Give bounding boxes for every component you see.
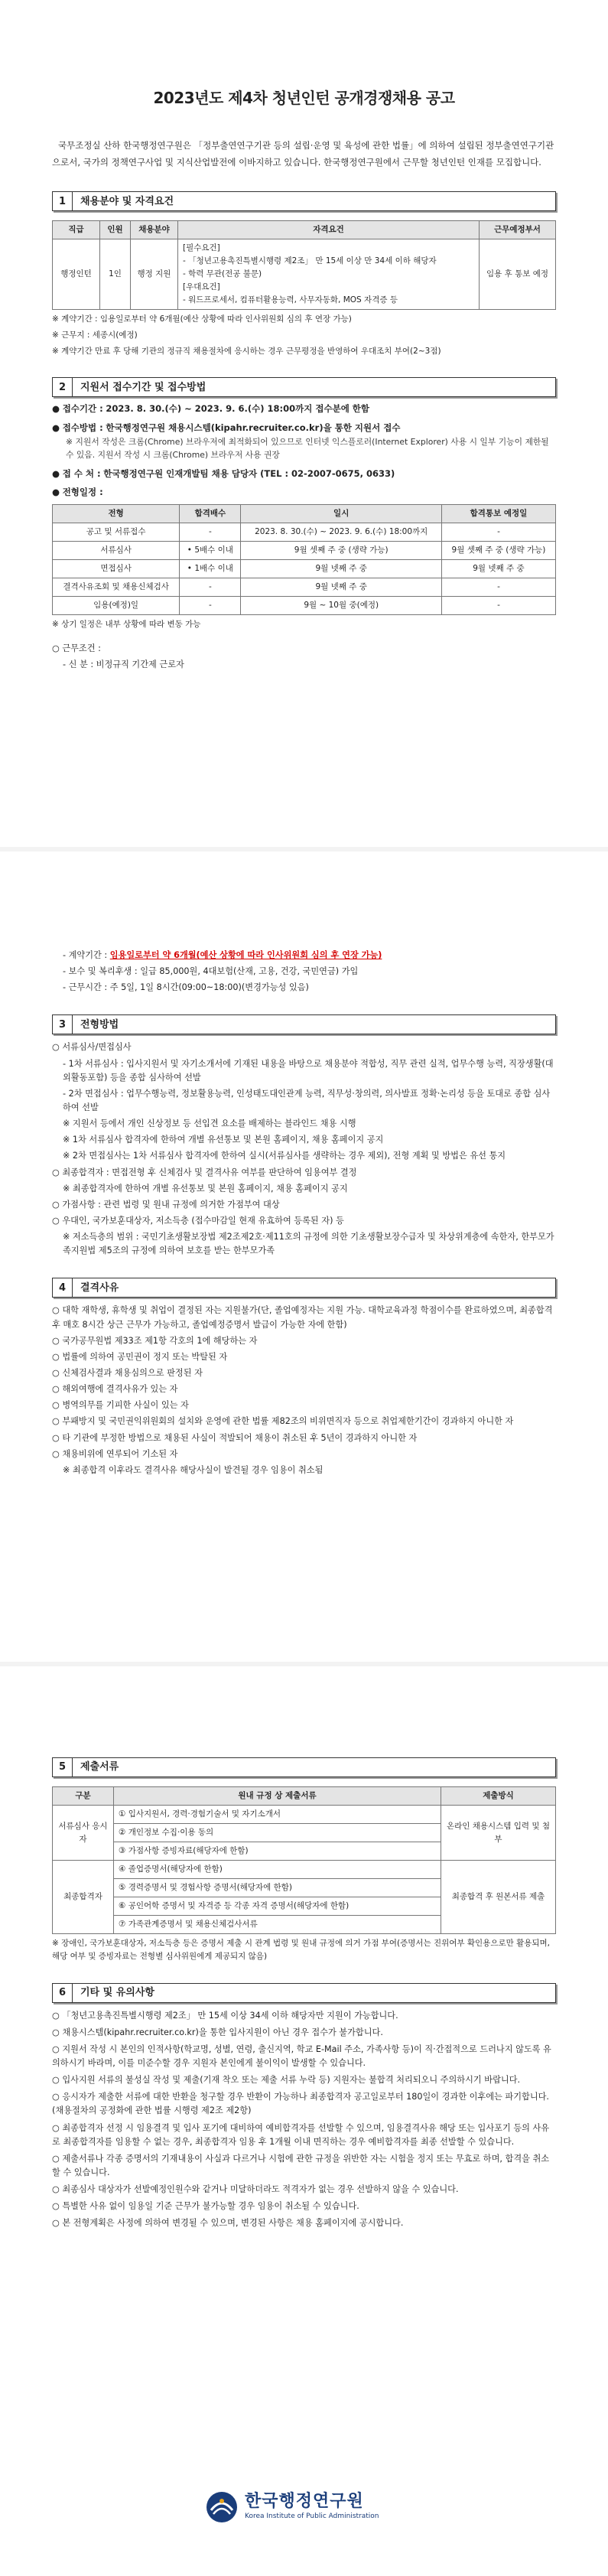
table-cell: - bbox=[441, 523, 555, 541]
list-item: ○ 법률에 의하여 공민권이 정지 또는 박탈된 자 bbox=[52, 1351, 228, 1362]
notice-title: 2023년도 제4차 청년인턴 공개경쟁채용 공고 bbox=[153, 89, 455, 107]
table-cell: ⑤ 경력증명서 및 경험사항 증명서(해당자에 한함) bbox=[114, 1879, 441, 1897]
sheet-2 bbox=[0, 849, 608, 1664]
contract-line bbox=[52, 949, 556, 962]
table-cell: ⑦ 가족관계증명서 및 채용신체검사서류 bbox=[114, 1916, 441, 1934]
table-row bbox=[53, 504, 556, 523]
text: 접수방법 : bbox=[62, 422, 103, 434]
group-label: 최종합격자 bbox=[53, 1861, 114, 1934]
table-cell: 9월 넷째 주 중 bbox=[441, 559, 555, 578]
text: 한국행정연구원 인재개발팀 채용 담당자 (TEL : 02-2007-0675, 0633) bbox=[103, 467, 395, 479]
list-item: ○ 해외여행에 결격사유가 있는 자 bbox=[52, 1384, 178, 1395]
table-cell: 공고 및 서류접수 bbox=[53, 523, 180, 541]
table-cell: 9월 넷째 주 중 bbox=[241, 559, 441, 578]
table-row bbox=[53, 578, 556, 596]
section-4-body bbox=[52, 1304, 556, 1477]
text: 접 수 처 : bbox=[62, 467, 101, 479]
list-item: ○ 본 전형계획은 사정에 의하여 변경될 수 있으며, 변경된 사항은 채용 홈페이지에 공시합니다. bbox=[52, 2218, 404, 2229]
table-row bbox=[53, 541, 556, 559]
table-cell: 최종합격 후 원본서류 제출 bbox=[441, 1861, 556, 1934]
col-header: 제출방식 bbox=[441, 1787, 556, 1806]
list-item: ※ 1차 서류심사 합격자에 한하여 개별 유선통보 및 본원 홈페이지, 채용 홈페이지 공지 bbox=[63, 1135, 384, 1145]
list-item: ※ 2차 면접심사는 1차 서류심사 합격자에 한하여 실시(서류심사를 생략하는 경우 제외), 전형 계획 및 방법은 유선 통지 bbox=[63, 1151, 506, 1161]
req-line: - 워드프로세서, 컴퓨터활용능력, 사무자동화, MOS 자격증 등 bbox=[183, 295, 398, 305]
col-header: 직급 bbox=[53, 221, 100, 239]
req-line: - 「청년고용촉진특별시행령 제2조」 만 15세 이상 만 34세 이하 해당자 bbox=[183, 256, 437, 266]
note: ※ 계약기간 만료 후 당해 기관의 정규직 채용절차에 응시하는 경우 근무평정을 반영하여 우대조치 부여(2~3점) bbox=[52, 346, 441, 356]
contact-line: ● 접 수 처 : 한국행정연구원 인재개발팀 채용 담당자 (TEL : 02-2007-0675, 0633) bbox=[52, 467, 395, 479]
list-item: ※ 지원서 등에서 개인 신상정보 등 선입견 요소를 배제하는 블라인드 채용 시행 bbox=[63, 1119, 356, 1129]
section-6-header bbox=[52, 1983, 556, 2003]
list-item: ○ 최종합격자 선정 시 임용결격 및 입사 포기에 대비하여 예비합격자를 선발할 수 있으며, 임용결격사유 해당 또는 입사포기 등의 사유로 최종합격자를 임용할 수 없는 경우, 최종합격자 임용 후 1개월 이내 면직하는 경우 예비합격자를 최종 선발할 수 있습니다. bbox=[52, 2122, 550, 2147]
table-cell: 9월 넷째 주 중 bbox=[241, 578, 441, 596]
list-item: ※ 최종합격 이후라도 결격사유 해당사실이 발견될 경우 임용이 취소됨 bbox=[63, 1464, 324, 1475]
section-number: 1 bbox=[53, 192, 73, 210]
section-5-header bbox=[52, 1757, 556, 1777]
text: 임용일로부터 약 6개월(예산 상황에 따라 인사위원회 심의 후 연장 가능) bbox=[109, 950, 382, 960]
table-cell: ② 개인정보 수집·이용 동의 bbox=[114, 1824, 441, 1842]
col-header: 전형 bbox=[53, 504, 180, 523]
list-item: ○ 우대인, 국가보훈대상자, 저소득층 (접수마감일 현재 유효하여 등록된 자) 등 bbox=[52, 1215, 344, 1226]
table-cell: 면접심사 bbox=[53, 559, 180, 578]
table-cell: • 1배수 이내 bbox=[180, 559, 241, 578]
table-cell: 결격사유조회 및 채용신체검사 bbox=[53, 578, 180, 596]
kipa-logo bbox=[205, 2490, 379, 2524]
text: 접수기간 : bbox=[62, 403, 103, 415]
list-item: ○ 부패방지 및 국민권익위원회의 설치와 운영에 관한 법률 제82조의 비위면직자 등으로 취업제한기간이 경과하지 아니한 자 bbox=[52, 1416, 514, 1427]
section-3-header bbox=[52, 1014, 556, 1034]
table-cell: - bbox=[180, 578, 241, 596]
cell-count: 1인 bbox=[100, 239, 131, 310]
col-header: 구분 bbox=[53, 1787, 114, 1806]
list-item: ○ 지원서 작성 시 본인의 인적사항(학교명, 성별, 연령, 출신지역, 학교 E-Mail 주소, 가족사항 등)이 직·간접적으로 드러나지 않도록 유의하시기 바라며, 이를 미준수할 경우 지원자 본인에게 불이익이 발생할 수 있습니다. bbox=[52, 2044, 551, 2069]
list-item: ○ 채용시스템(kipahr.recruiter.co.kr)을 통한 입사지원이 아닌 경우 접수가 불가합니다. bbox=[52, 2027, 383, 2037]
documents-note: ※ 장애인, 국가보훈대상자, 저소득층 등은 증명서 제출 시 관계 법령 및 원내 규정에 의거 가점 부여(증명서는 진위여부 확인용으로만 활용되며, 해당 여부 및 증빙자료는 전형별 심사위원에게 제공되지 않음) bbox=[52, 1939, 550, 1961]
schedule-label: ● 전형일정 : bbox=[52, 487, 103, 498]
table-cell: 9월 ~ 10월 중(예정) bbox=[241, 596, 441, 614]
section-number: 5 bbox=[53, 1758, 73, 1776]
table-row bbox=[53, 596, 556, 614]
method-note: ※ 지원서 작성은 크롬(Chrome) 브라우저에 최적화되어 있으므로 인터넷 익스플로러(Internet Explorer) 사용 시 일부 기능이 제한될 수 있음. 지원서 작성 시 크롬(Chrome) 브라우저 사용 권장 bbox=[66, 436, 549, 461]
list-item: ○ 채용비위에 연루되어 기소된 자 bbox=[52, 1448, 178, 1459]
list-item: ○ 서류심사/면접심사 bbox=[52, 1042, 132, 1053]
list-item: ○ 국가공무원법 제33조 제1항 각호의 1에 해당하는 자 bbox=[52, 1335, 258, 1346]
list-item: ○ 최종합격자 : 면접전형 후 신체검사 및 결격사유 여부를 판단하여 임용여부 결정 bbox=[52, 1167, 357, 1177]
section-title: 전형방법 bbox=[80, 1018, 119, 1031]
list-item: ※ 저소득층의 범위 : 국민기초생활보장법 제2조제2호·제11호의 규정에 의한 기초생활보장수급자 및 차상위계층에 속한자, 한부모가족지원법 제5조의 규정에 의하여 보호를 받는 한부모가족 bbox=[63, 1232, 554, 1256]
recruit-table bbox=[52, 220, 556, 310]
cell-requirements bbox=[178, 239, 480, 310]
section-title: 지원서 접수기간 및 접수방법 bbox=[80, 381, 206, 393]
table-cell: - bbox=[180, 596, 241, 614]
section-2-header bbox=[52, 377, 556, 397]
list-item: ○ 대학 재학생, 휴학생 및 취업이 결정된 자는 지원불가(단, 졸업예정자는 지원 가능. 대학교육과정 학점이수를 완료하였으며, 최종합격 후 매호 8시간 상근 근무가 가능하고, 졸업예정증명서 발급이 가능한 자에 한함) bbox=[52, 1305, 553, 1330]
section-number: 3 bbox=[53, 1015, 73, 1034]
method-line: ● 접수방법 : 한국행정연구원 채용시스템(kipahr.recruiter.co.kr)을 통한 지원서 접수 bbox=[52, 422, 401, 434]
section-3-body bbox=[52, 1040, 556, 1258]
list-item: - 2차 면접심사 : 업무수행능력, 정보활용능력, 인성태도대인관계 능력, 직무성·창의력, 의사발표 정확·논리성 등을 토대로 종합 심사하여 선발 bbox=[63, 1088, 551, 1112]
text: 2023. 8. 30.(수) ~ 2023. 9. 6.(수) 18:00까지 접수분에 한함 bbox=[106, 403, 370, 415]
schedule-table bbox=[52, 504, 556, 615]
col-header: 자격요건 bbox=[178, 221, 480, 239]
table-cell: 임용(예정)일 bbox=[53, 596, 180, 614]
logo-korean: 한국행정연구원 bbox=[245, 2491, 364, 2511]
hours-line: - 근무시간 : 주 5일, 1일 8시간(09:00~18:00)(변경가능성 있음) bbox=[63, 982, 309, 993]
list-item: ○ 특별한 사유 없이 임용일 기준 근무가 불가능할 경우 임용이 취소될 수 있습니다. bbox=[52, 2201, 359, 2212]
list-item: ○ 제출서류나 각종 증명서의 기재내용이 사실과 다르거나 시험에 관한 규정을 위반한 자는 시험을 정지 또는 무효로 하며, 합격을 취소할 수 있습니다. bbox=[52, 2153, 550, 2177]
table-cell: ④ 졸업증명서(해당자에 한함) bbox=[114, 1861, 441, 1879]
group-label: 서류심사 응시자 bbox=[53, 1806, 114, 1861]
table-cell: • 5배수 이내 bbox=[180, 541, 241, 559]
table-cell: 2023. 8. 30.(수) ~ 2023. 9. 6.(수) 18:00까지 bbox=[241, 523, 441, 541]
text: 한국행정연구원 채용시스템(kipahr.recruiter.co.kr)을 통한 지원서 접수 bbox=[106, 422, 401, 434]
section-title: 기타 및 유의사항 bbox=[80, 1987, 154, 1999]
table-row bbox=[53, 1861, 556, 1879]
col-header: 인원 bbox=[100, 221, 131, 239]
table-row bbox=[53, 559, 556, 578]
col-header: 원내 규정 상 제출서류 bbox=[114, 1787, 441, 1806]
table-cell: - bbox=[441, 578, 555, 596]
col-header: 합격통보 예정일 bbox=[441, 504, 555, 523]
col-header: 근무예정부서 bbox=[480, 221, 556, 239]
section-title: 제출서류 bbox=[80, 1761, 119, 1773]
cell-dept: 임용 후 통보 예정 bbox=[480, 239, 556, 310]
conditions-title: ○ 근무조건 : bbox=[52, 643, 101, 653]
list-item: ○ 가점사항 : 관련 법령 및 원내 규정에 의거한 가점부여 대상 bbox=[52, 1199, 280, 1210]
conditions-item: - 신 분 : 비정규직 기간제 근로자 bbox=[63, 659, 184, 669]
documents-table bbox=[52, 1786, 556, 1934]
cell-grade: 행정인턴 bbox=[53, 239, 100, 310]
section-title: 채용분야 및 자격요건 bbox=[80, 195, 174, 207]
table-cell: ⑥ 공인어학 증명서 및 자격증 등 각종 자격 증명서(해당자에 한함) bbox=[114, 1897, 441, 1916]
intro-paragraph: 국무조정실 산하 한국행정연구원은 「정부출연연구기관 등의 설립·운영 및 육성에 관한 법률」에 의하여 설립된 정부출연연구기관으로서, 국가의 정책연구사업 및 지식산업발전에 이바지하고 있습니다. 한국행정연구원에서 근무할 청년인턴 인재를 모집합니다. bbox=[52, 140, 554, 168]
table-row bbox=[53, 1806, 556, 1824]
note: ※ 근무지 : 세종시(예정) bbox=[52, 330, 138, 340]
col-header: 합격배수 bbox=[180, 504, 241, 523]
section-title: 결격사유 bbox=[80, 1281, 119, 1294]
section-6-body bbox=[52, 2009, 556, 2231]
kipa-emblem-icon bbox=[205, 2490, 239, 2524]
req-line: - 학력 무관(전공 불문) bbox=[183, 269, 262, 279]
text: 전형일정 : bbox=[62, 487, 103, 498]
text: - 계약기간 : bbox=[63, 950, 110, 960]
list-item: ○ 「청년고용촉진특별시행령 제2조」 만 15세 이상 34세 이하 해당자만 지원이 가능합니다. bbox=[52, 2010, 398, 2021]
section-number: 4 bbox=[53, 1278, 73, 1297]
table-cell: ③ 가점사항 증빙자료(해당자에 한함) bbox=[114, 1842, 441, 1861]
table-cell: 온라인 채용시스템 입력 및 첨부 bbox=[441, 1806, 556, 1861]
table-row bbox=[53, 523, 556, 541]
req-line: [필수요건] bbox=[183, 243, 220, 253]
logo-english: Korea Institute of Public Administration bbox=[245, 2512, 379, 2520]
list-item: ○ 신체검사결과 채용심의으로 판정된 자 bbox=[52, 1367, 203, 1378]
table-cell: 서류심사 bbox=[53, 541, 180, 559]
table-row bbox=[53, 239, 556, 310]
section-number: 2 bbox=[53, 378, 73, 396]
note: ※ 계약기간 : 임용일로부터 약 6개월(예산 상황에 따라 인사위원회 심의 후 연장 가능) bbox=[52, 314, 352, 324]
table-cell: - bbox=[180, 523, 241, 541]
list-item: ○ 병역의무를 기피한 사실이 있는 자 bbox=[52, 1400, 189, 1411]
schedule-note: ※ 상기 일정은 내부 상황에 따라 변동 가능 bbox=[52, 619, 201, 629]
table-row bbox=[53, 1787, 556, 1806]
table-row bbox=[53, 221, 556, 239]
list-item: ○ 타 기관에 부정한 방법으로 채용된 사실이 적발되어 채용이 취소된 후 5년이 경과하지 아니한 자 bbox=[52, 1432, 418, 1443]
list-item: ○ 입사지원 서류의 불성실 작성 및 제출(기재 착오 또는 제출 서류 누락 등) 지원자는 불합격 처리되오니 주의하시기 바랍니다. bbox=[52, 2075, 521, 2086]
cell-field: 행정 지원 bbox=[131, 239, 178, 310]
pay-line: - 보수 및 복리후생 : 일급 85,000원, 4대보험(산재, 고용, 건강, 국민연금) 가입 bbox=[63, 966, 359, 977]
table-cell: 9월 셋째 주 중 (생략 가능) bbox=[241, 541, 441, 559]
section-1-header bbox=[52, 191, 556, 211]
table-cell: 9월 셋째 주 중 (생략 가능) bbox=[441, 541, 555, 559]
col-header: 일시 bbox=[241, 504, 441, 523]
list-item: - 1차 서류심사 : 입사지원서 및 자기소개서에 기재된 내용을 바탕으로 채용분야 적합성, 직무 관련 실적, 업무수행 능력, 직장생활(대외활동포함) 등을 종합 심사하여 선발 bbox=[63, 1058, 554, 1083]
list-item: ○ 응시자가 제출한 서류에 대한 반환을 청구할 경우 반환이 가능하나 최종합격자 공고일로부터 180일이 경과한 이후에는 파기합니다.(채용절차의 공정화에 관한 법률 시행령 제2조 제2항) bbox=[52, 2092, 549, 2116]
period-line: ● 접수기간 : 2023. 8. 30.(수) ~ 2023. 9. 6.(수) 18:00까지 접수분에 한함 bbox=[52, 403, 370, 415]
sheet-1 bbox=[0, 0, 608, 849]
list-item: ○ 최종심사 대상자가 선발예정인원수와 같거나 미달하더라도 적격자가 없는 경우 선발하지 않을 수 있습니다. bbox=[52, 2184, 459, 2195]
sheet-3 bbox=[0, 1664, 608, 2576]
section-4-header bbox=[52, 1278, 556, 1298]
section-number: 6 bbox=[53, 1984, 73, 2002]
col-header: 채용분야 bbox=[131, 221, 178, 239]
table-cell: ① 입사지원서, 경력·경험기술서 및 자기소개서 bbox=[114, 1806, 441, 1824]
table-cell: - bbox=[441, 596, 555, 614]
req-line: [우대요건] bbox=[183, 282, 220, 292]
list-item: ※ 최종합격자에 한하여 개별 유선통보 및 본원 홈페이지, 채용 홈페이지 공지 bbox=[63, 1183, 348, 1194]
